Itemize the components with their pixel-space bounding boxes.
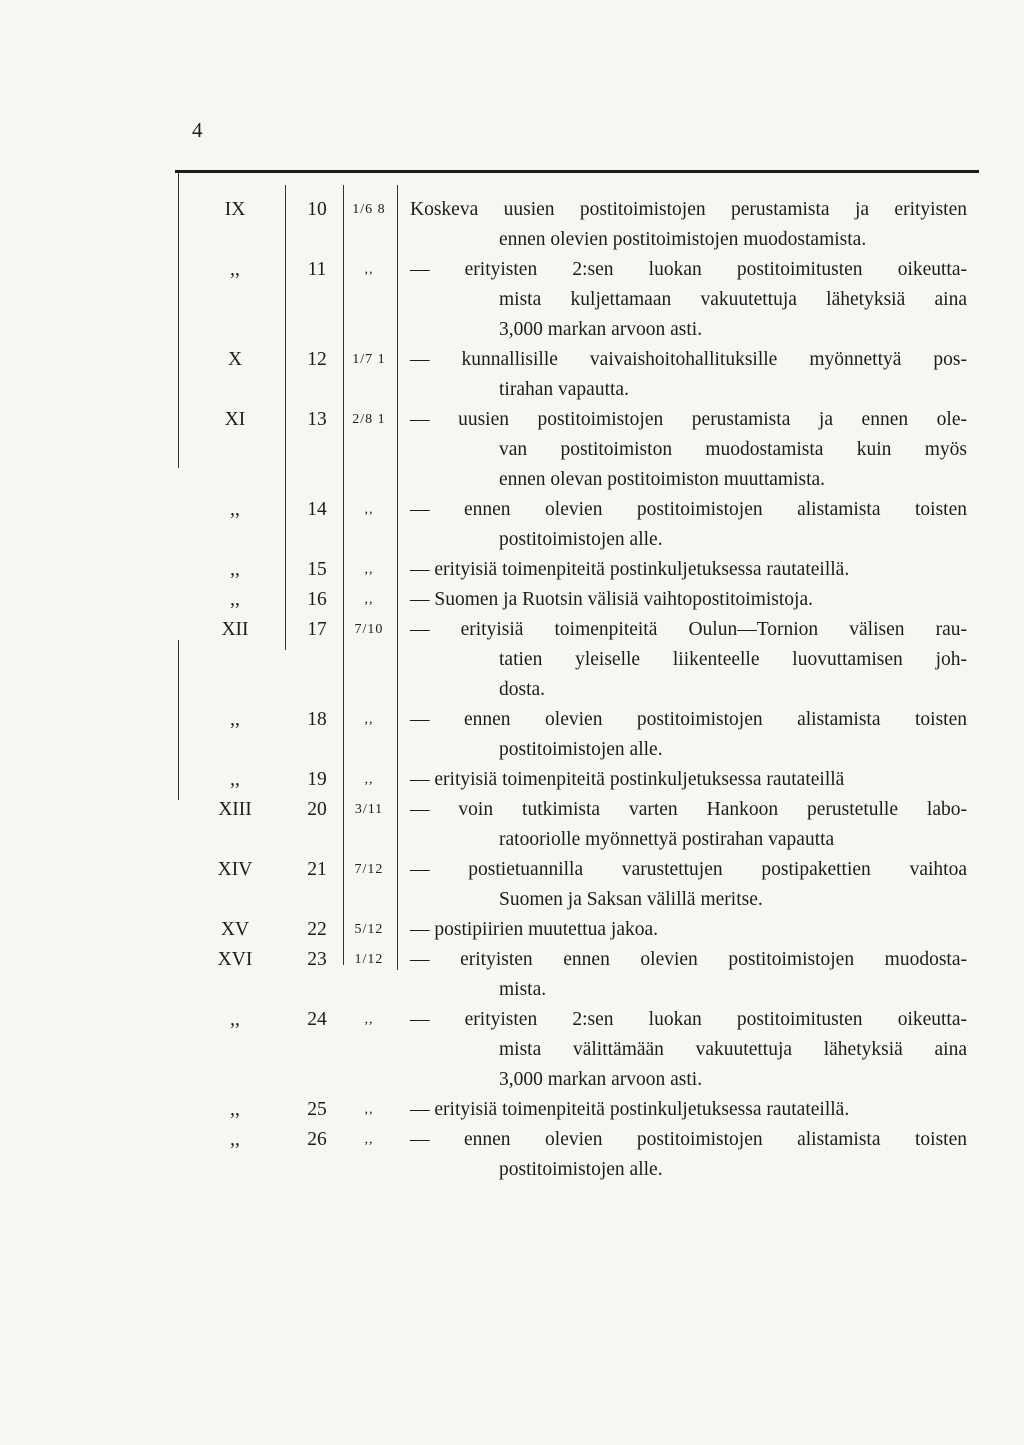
group-cell: XIII xyxy=(218,799,252,820)
group-cell: ,, xyxy=(230,709,240,730)
description-line: 3,000 markan arvoon asti. xyxy=(499,319,703,340)
group-cell: ,, xyxy=(230,499,240,520)
description-line: — postietuannilla varustettujen postipakettien vaihtoa xyxy=(410,859,967,880)
description-line: — erityisiä toimenpiteitä Oulun—Tornion välisen rau- xyxy=(410,619,967,640)
group-cell: X xyxy=(227,349,243,370)
description-cell xyxy=(410,615,967,705)
table-row xyxy=(0,255,1024,345)
date-cell: 3/11 xyxy=(354,802,384,817)
description-line: mista kuljettamaan vakuutettuja lähetyksiä aina xyxy=(499,289,967,310)
description-cell xyxy=(410,855,967,915)
description-line: van postitoimiston muodostamista kuin myös xyxy=(499,439,967,460)
decision-table xyxy=(0,195,1024,1185)
description-cell xyxy=(410,945,967,1005)
number-cell: 18 xyxy=(307,709,327,730)
number-cell: 24 xyxy=(307,1009,327,1030)
description-line: — ennen olevien postitoimistojen alistamista toisten xyxy=(410,709,967,730)
group-cell: ,, xyxy=(230,1099,240,1120)
description-line: postitoimistojen alle. xyxy=(499,529,663,550)
description-cell xyxy=(410,255,967,345)
number-cell: 25 xyxy=(307,1099,327,1120)
description-line: tatien yleiselle liikenteelle luovuttamisen joh- xyxy=(499,649,967,670)
number-cell: 17 xyxy=(307,619,327,640)
description-cell xyxy=(410,585,967,615)
description-line: — voin tutkimista varten Hankoon perustetulle labo- xyxy=(410,799,967,820)
number-cell: 14 xyxy=(307,499,327,520)
description-cell xyxy=(410,705,967,765)
description-line: — ennen olevien postitoimistojen alistamista toisten xyxy=(410,499,967,520)
table-row xyxy=(0,855,1024,915)
group-cell: ,, xyxy=(230,259,240,280)
number-cell: 10 xyxy=(307,199,327,220)
description-line: — erityisiä toimenpiteitä postinkuljetuksessa rautateillä xyxy=(410,769,845,790)
group-cell: ,, xyxy=(230,589,240,610)
number-cell: 20 xyxy=(307,799,327,820)
date-cell: ,, xyxy=(364,772,374,787)
date-cell: 2/8 1 xyxy=(352,412,386,427)
description-cell xyxy=(410,495,967,555)
description-line: 3,000 markan arvoon asti. xyxy=(499,1069,703,1090)
description-line: mista. xyxy=(499,979,547,1000)
description-line: Suomen ja Saksan välillä meritse. xyxy=(499,889,763,910)
description-line: dosta. xyxy=(499,679,546,700)
description-line: — erityisiä toimenpiteitä postinkuljetuksessa rautateillä. xyxy=(410,559,850,580)
table-row xyxy=(0,585,1024,615)
description-line: — erityisten 2:sen luokan postitoimitusten oikeutta- xyxy=(410,1009,967,1030)
date-cell: ,, xyxy=(364,712,374,727)
number-cell: 21 xyxy=(307,859,327,880)
description-line: ratooriolle myönnettyä postirahan vapautta xyxy=(499,829,835,850)
table-row xyxy=(0,765,1024,795)
number-cell: 22 xyxy=(307,919,327,940)
number-cell: 13 xyxy=(307,409,327,430)
description-line: — erityisten 2:sen luokan postitoimitusten oikeutta- xyxy=(410,259,967,280)
table-row xyxy=(0,705,1024,765)
description-cell xyxy=(410,1125,967,1185)
date-cell: ,, xyxy=(364,502,374,517)
description-line: postitoimistojen alle. xyxy=(499,739,663,760)
table-row xyxy=(0,345,1024,405)
date-cell: 1/6 8 xyxy=(352,202,386,217)
group-cell: XIV xyxy=(217,859,253,880)
group-cell: XVI xyxy=(217,949,253,970)
description-cell xyxy=(410,405,967,495)
date-cell: 7/12 xyxy=(354,862,384,877)
group-cell: IX xyxy=(224,199,246,220)
table-row xyxy=(0,795,1024,855)
description-line: tirahan vapautta. xyxy=(499,379,629,400)
table-row xyxy=(0,945,1024,1005)
description-cell xyxy=(410,795,967,855)
description-line: — ennen olevien postitoimistojen alistamista toisten xyxy=(410,1129,967,1150)
table-row xyxy=(0,1095,1024,1125)
description-line: — uusien postitoimistojen perustamista ja ennen ole- xyxy=(410,409,967,430)
group-cell: XV xyxy=(220,919,250,940)
description-line: Koskeva uusien postitoimistojen perustamista ja erityisten xyxy=(410,199,967,220)
number-cell: 11 xyxy=(307,259,327,280)
number-cell: 26 xyxy=(307,1129,327,1150)
group-cell: ,, xyxy=(230,769,240,790)
number-cell: 16 xyxy=(307,589,327,610)
description-line: — erityisiä toimenpiteitä postinkuljetuksessa rautateillä. xyxy=(410,1099,850,1120)
date-cell: ,, xyxy=(364,262,374,277)
description-line: postitoimistojen alle. xyxy=(499,1159,663,1180)
description-line: ennen olevan postitoimiston muuttamista. xyxy=(499,469,826,490)
date-cell: ,, xyxy=(364,592,374,607)
number-cell: 23 xyxy=(307,949,327,970)
group-cell: XI xyxy=(224,409,246,430)
description-cell xyxy=(410,1095,967,1125)
description-cell xyxy=(410,765,967,795)
number-cell: 19 xyxy=(307,769,327,790)
number-cell: 15 xyxy=(307,559,327,580)
table-row xyxy=(0,405,1024,495)
table-row xyxy=(0,615,1024,705)
table-row xyxy=(0,1125,1024,1185)
date-cell: 7/10 xyxy=(354,622,384,637)
page-number: 4 xyxy=(192,118,203,142)
description-cell xyxy=(410,195,967,255)
group-cell: XII xyxy=(221,619,249,640)
top-rule xyxy=(175,170,979,173)
description-cell xyxy=(410,1005,967,1095)
description-line: — kunnallisille vaivaishoitohallituksille myönnettyä pos- xyxy=(410,349,967,370)
description-line: — erityisten ennen olevien postitoimistojen muodosta- xyxy=(410,949,967,970)
description-line: mista välittämään vakuutettuja lähetyksiä aina xyxy=(499,1039,967,1060)
table-row xyxy=(0,1005,1024,1095)
table-row xyxy=(0,555,1024,585)
number-cell: 12 xyxy=(307,349,327,370)
date-cell: ,, xyxy=(364,1132,374,1147)
group-cell: ,, xyxy=(230,1129,240,1150)
description-line: ennen olevien postitoimistojen muodostamista. xyxy=(499,229,867,250)
date-cell: ,, xyxy=(364,1012,374,1027)
description-line: — Suomen ja Ruotsin välisiä vaihtopostitoimistoja. xyxy=(410,589,813,610)
group-cell: ,, xyxy=(230,559,240,580)
table-row xyxy=(0,195,1024,255)
description-cell xyxy=(410,915,967,945)
table-row xyxy=(0,495,1024,555)
description-cell xyxy=(410,345,967,405)
date-cell: ,, xyxy=(364,1102,374,1117)
group-cell: ,, xyxy=(230,1009,240,1030)
date-cell: ,, xyxy=(364,562,374,577)
date-cell: 1/7 1 xyxy=(352,352,386,367)
date-cell: 5/12 xyxy=(354,922,384,937)
description-line: — postipiirien muutettua jakoa. xyxy=(410,919,659,940)
date-cell: 1/12 xyxy=(354,952,384,967)
table-row xyxy=(0,915,1024,945)
description-cell xyxy=(410,555,967,585)
